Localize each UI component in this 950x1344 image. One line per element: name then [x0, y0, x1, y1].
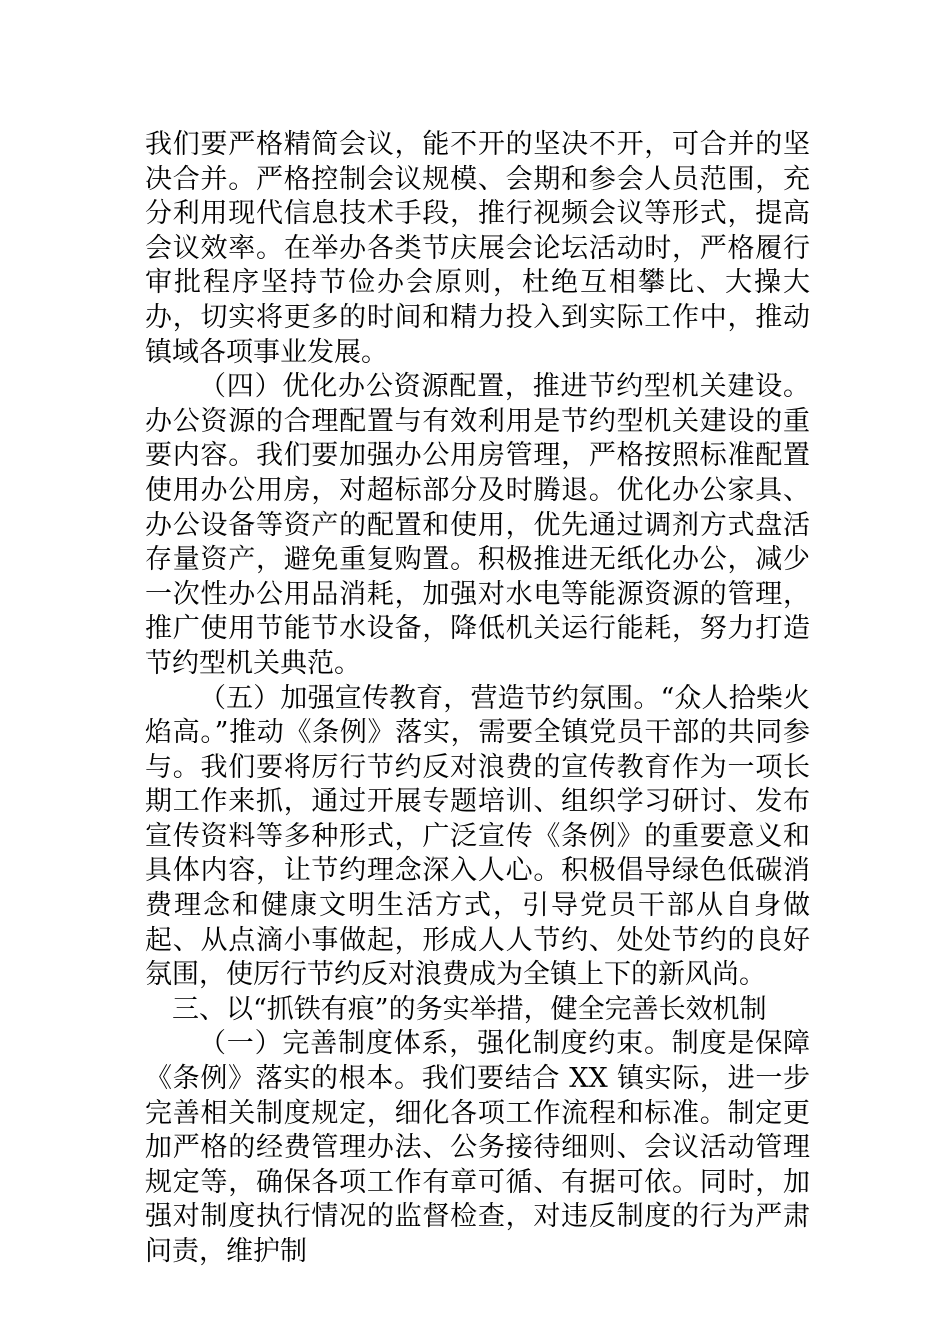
paragraph-institutional-system: （一）完善制度体系，强化制度约束。制度是保障《条例》落实的根本。我们要结合 XX 镇实际，进一步完善相关制度规定，细化各项工作流程和标准。制定更加严格的经费管理办法、公务接待细则、会议活动管理规定等，确保各项工作有章可循、有据可依。同时，加强对制度执行情况的监督检查，对违反制度的行为严肃问责，维护制 — [145, 1028, 810, 1267]
document-body — [145, 128, 810, 1270]
section-heading-three: 三、以“抓铁有痕”的务实举措，健全完善长效机制 — [172, 993, 767, 1025]
paragraph-meeting-streamlining: 我们要严格精简会议，能不开的坚决不开，可合并的坚决合并。严格控制会议规模、会期和参会人员范围，充分利用现代信息技术手段，推行视频会议等形式，提高会议效率。在举办各类节庆展会论坛活动时，严格履行审批程序坚持节俭办会原则，杜绝互相攀比、大操大办，切实将更多的时间和精力投入到实际工作中，推动镇域各项事业发展。 — [145, 129, 810, 368]
paragraph-office-resources: （四）优化办公资源配置，推进节约型机关建设。办公资源的合理配置与有效利用是节约型机关建设的重要内容。我们要加强办公用房管理，严格按照标准配置使用办公用房，对超标部分及时腾退。优化办公家具、办公设备等资产的配置和使用，优先通过调剂方式盘活存量资产，避免重复购置。积极推进无纸化办公，减少一次性办公用品消耗，加强对水电等能源资源的管理，推广使用节能节水设备，降低机关运行能耗，努力打造节约型机关典范。 — [145, 371, 810, 679]
paragraph-publicity-education: （五）加强宣传教育，营造节约氛围。“众人拾柴火焰高。”推动《条例》落实，需要全镇党员干部的共同参与。我们要将厉行节约反对浪费的宣传教育作为一项长期工作来抓，通过开展专题培训、组织学习研讨、发布宣传资料等多种形式，广泛宣传《条例》的重要意义和具体内容，让节约理念深入人心。积极倡导绿色低碳消费理念和健康文明生活方式，引导党员干部从自身做起、从点滴小事做起，形成人人节约、处处节约的良好氛围，使厉行节约反对浪费成为全镇上下的新风尚。 — [145, 682, 810, 991]
